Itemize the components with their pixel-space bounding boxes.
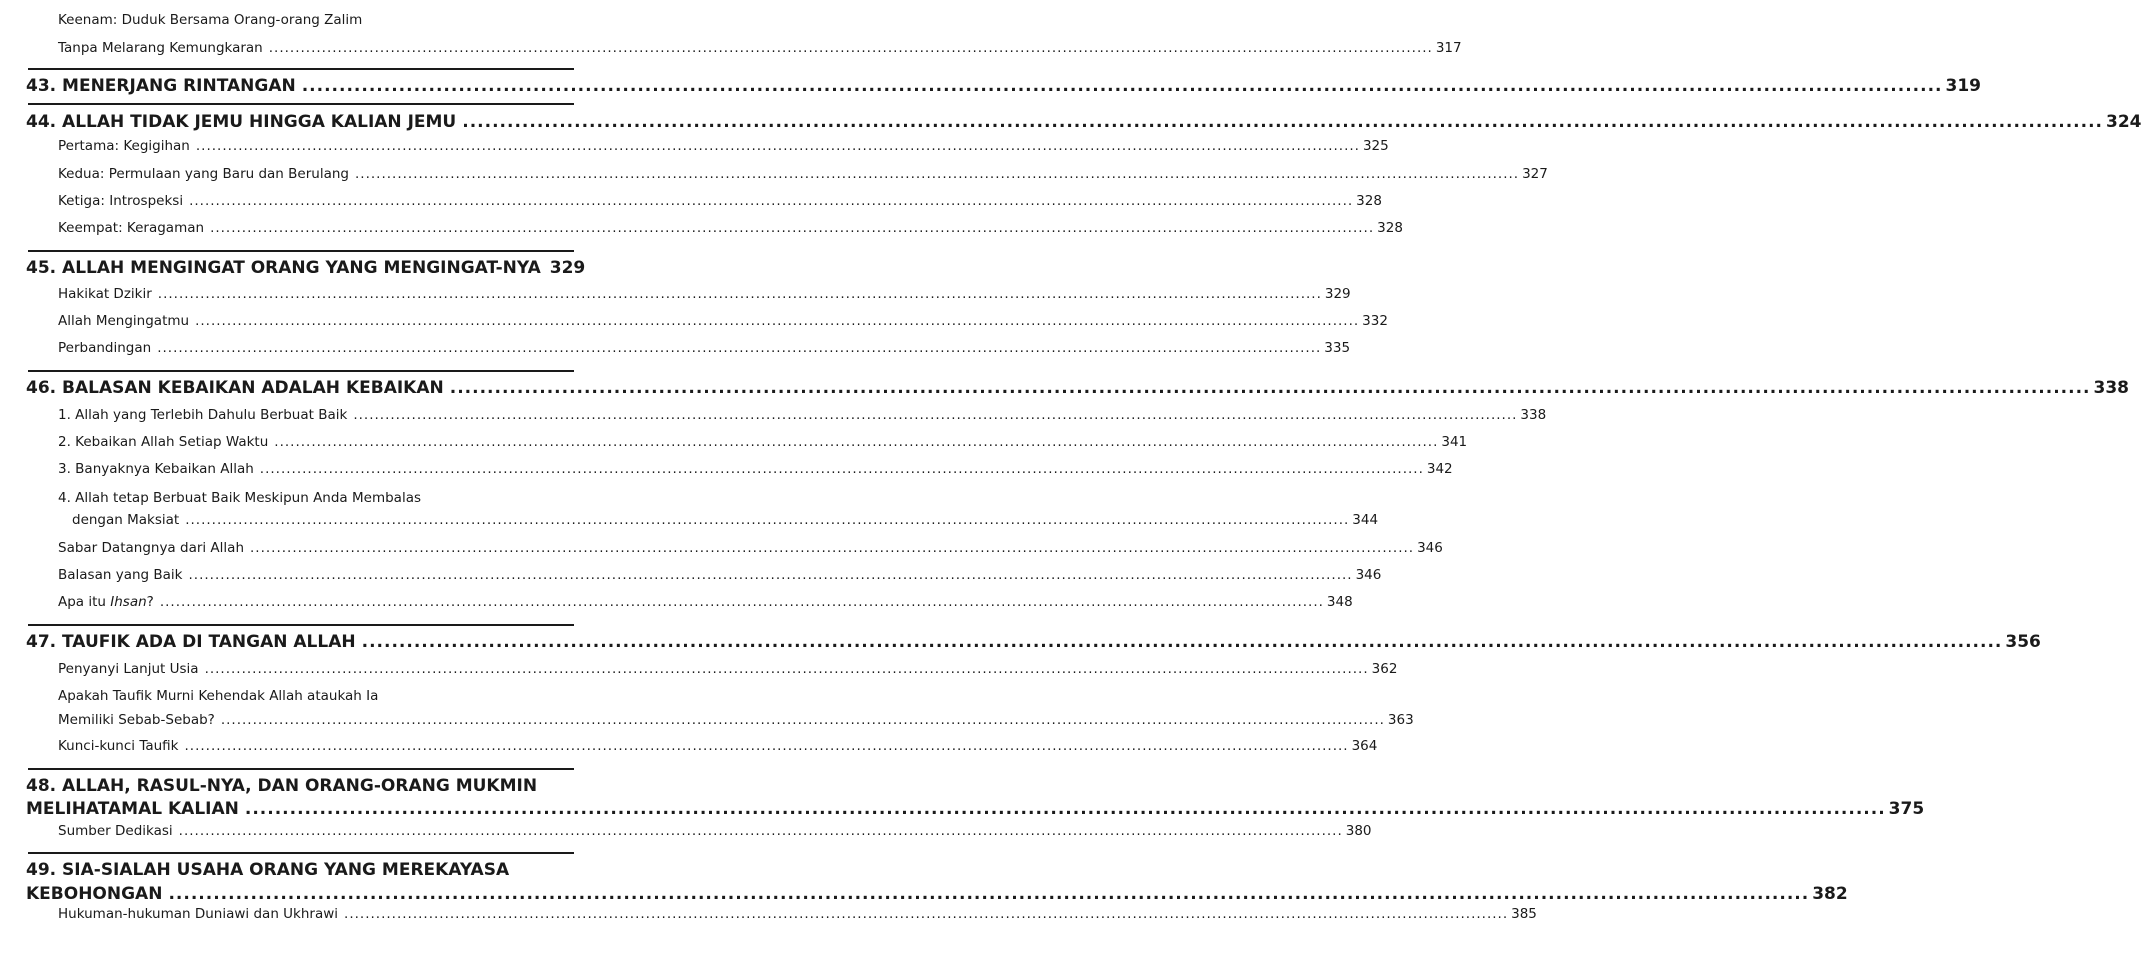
dot-leader: ............................................................................................................................................................................................................................: [250, 540, 1415, 556]
entry-title: KEBOHONGAN: [26, 884, 163, 904]
entry-title: 49. SIA-SIALAH USAHA ORANG YANG MEREKAYASA: [26, 860, 510, 880]
entry-title: Apa itu Ihsan?: [58, 594, 154, 610]
page-number: 329: [1324, 286, 1351, 302]
page-number: 362: [1371, 661, 1398, 677]
entry-title: Memiliki Sebab-Sebab?: [58, 712, 215, 728]
section-divider: [28, 624, 574, 626]
dot-leader: ............................................................................................................................................................................................................................: [159, 594, 1324, 610]
page-number: 335: [1324, 340, 1351, 356]
page-number: 346: [1355, 567, 1382, 583]
entry-title: Penyanyi Lanjut Usia: [58, 661, 199, 677]
entry-title: Balasan yang Baik: [58, 567, 183, 583]
dot-leader: ............................................................................................................................................................................................................................: [301, 76, 1943, 96]
dot-leader: ............................................................................................................................................................................................................................: [204, 661, 1369, 677]
entry-title: 45. ALLAH MENGINGAT ORANG YANG MENGINGAT-NYA: [26, 258, 541, 278]
page-number: 328: [1356, 193, 1382, 209]
entry-title: Hukuman-hukuman Duniawi dan Ukhrawi: [58, 906, 339, 922]
page-number: 380: [1345, 823, 1372, 839]
entry-title: 4. Allah tetap Berbuat Baik Meskipun Anda Membalas: [58, 490, 422, 506]
dot-leader: ............................................................................................................................................................................................................................: [157, 340, 1322, 356]
page-number: 338: [2093, 378, 2129, 398]
dot-leader: ............................................................................................................................................................................................................................: [168, 884, 1810, 904]
page-number: 356: [2005, 632, 2041, 652]
entry-title: Sabar Datangnya dari Allah: [58, 540, 244, 556]
dot-leader: ............................................................................................................................................................................................................................: [185, 512, 1350, 528]
entry-title: Sumber Dedikasi: [58, 823, 173, 839]
entry-title: 44. ALLAH TIDAK JEMU HINGGA KALIAN JEMU: [26, 112, 457, 132]
page-number: 341: [1441, 434, 1468, 450]
entry-title: dengan Maksiat: [72, 512, 180, 528]
entry-title: Perbandingan: [58, 340, 152, 356]
page-number: 363: [1387, 712, 1414, 728]
section-divider: [28, 852, 574, 854]
page-number: 327: [1522, 166, 1548, 182]
dot-leader: ............................................................................................................................................................................................................................: [189, 193, 1354, 209]
dot-leader: ............................................................................................................................................................................................................................: [178, 823, 1343, 839]
page-number: 319: [1945, 76, 1981, 96]
dot-leader: ............................................................................................................................................................................................................................: [274, 434, 1439, 450]
entry-title: Keempat: Keragaman: [58, 220, 205, 236]
dot-leader: ............................................................................................................................................................................................................................: [344, 906, 1509, 922]
section-divider: [28, 250, 574, 252]
section-divider: [28, 103, 574, 105]
dot-leader: ............................................................................................................................................................................................................................: [449, 378, 2091, 398]
entry-title: Kunci-kunci Taufik: [58, 738, 179, 754]
dot-leader: ............................................................................................................................................................................................................................: [220, 712, 1385, 728]
dot-leader: ............................................................................................................................................................................................................................: [244, 799, 1886, 819]
page-number: 385: [1511, 906, 1537, 922]
entry-title: Hakikat Dzikir: [58, 286, 152, 302]
page-number: 342: [1426, 461, 1453, 477]
entry-title: Tanpa Melarang Kemungkaran: [58, 40, 263, 56]
dot-leader: ............................................................................................................................................................................................................................: [353, 407, 1518, 423]
entry-title: 47. TAUFIK ADA DI TANGAN ALLAH: [26, 632, 356, 652]
page-number: 338: [1520, 407, 1547, 423]
page-number: 346: [1417, 540, 1443, 556]
dot-leader: ............................................................................................................................................................................................................................: [361, 632, 2003, 652]
dot-leader: ............................................................................................................................................................................................................................: [210, 220, 1375, 236]
entry-title: Ketiga: Introspeksi: [58, 193, 184, 209]
entry-title: 2. Kebaikan Allah Setiap Waktu: [58, 434, 269, 450]
section-divider: [28, 68, 574, 70]
dot-leader: ............................................................................................................................................................................................................................: [195, 138, 1360, 154]
dot-leader: ............................................................................................................................................................................................................................: [354, 166, 1520, 182]
section-divider: [28, 768, 574, 770]
page-number: 364: [1351, 738, 1378, 754]
entry-title: 3. Banyaknya Kebaikan Allah: [58, 461, 254, 477]
page-number: 332: [1362, 313, 1388, 329]
page-number: 317: [1435, 40, 1462, 56]
page-number: 375: [1888, 799, 1925, 819]
entry-title: 1. Allah yang Terlebih Dahulu Berbuat Baik: [58, 407, 348, 423]
page-number: 344: [1352, 512, 1379, 528]
entry-title: MELIHATAMAL KALIAN: [26, 799, 239, 819]
entry-title: Allah Mengingatmu: [58, 313, 190, 329]
dot-leader: ............................................................................................................................................................................................................................: [157, 286, 1322, 302]
page-number: 348: [1326, 594, 1353, 610]
page-number: 382: [1812, 884, 1848, 904]
entry-title: Kedua: Permulaan yang Baru dan Berulang: [58, 166, 349, 182]
entry-title: Pertama: Kegigihan: [58, 138, 190, 154]
dot-leader: ............................................................................................................................................................................................................................: [268, 40, 1433, 56]
page-number: 325: [1362, 138, 1389, 154]
entry-title: 48. ALLAH, RASUL-NYA, DAN ORANG-ORANG MUKMIN: [26, 776, 538, 796]
section-divider: [28, 370, 574, 372]
page-number: 328: [1377, 220, 1403, 236]
entry-title: 43. MENERJANG RINTANGAN: [26, 76, 296, 96]
dot-leader: ............................................................................................................................................................................................................................: [188, 567, 1353, 583]
page-number: 324: [2106, 112, 2142, 132]
entry-title: Keenam: Duduk Bersama Orang-orang Zalim: [58, 12, 363, 28]
entry-title: Apakah Taufik Murni Kehendak Allah ataukah Ia: [58, 688, 379, 704]
dot-leader: ............................................................................................................................................................................................................................: [462, 112, 2103, 132]
dot-leader: ............................................................................................................................................................................................................................: [195, 313, 1360, 329]
dot-leader: ............................................................................................................................................................................................................................: [184, 738, 1349, 754]
entry-title: 46. BALASAN KEBAIKAN ADALAH KEBAIKAN: [26, 378, 444, 398]
page-number: 329: [549, 258, 586, 278]
dot-leader: ............................................................................................................................................................................................................................: [259, 461, 1424, 477]
